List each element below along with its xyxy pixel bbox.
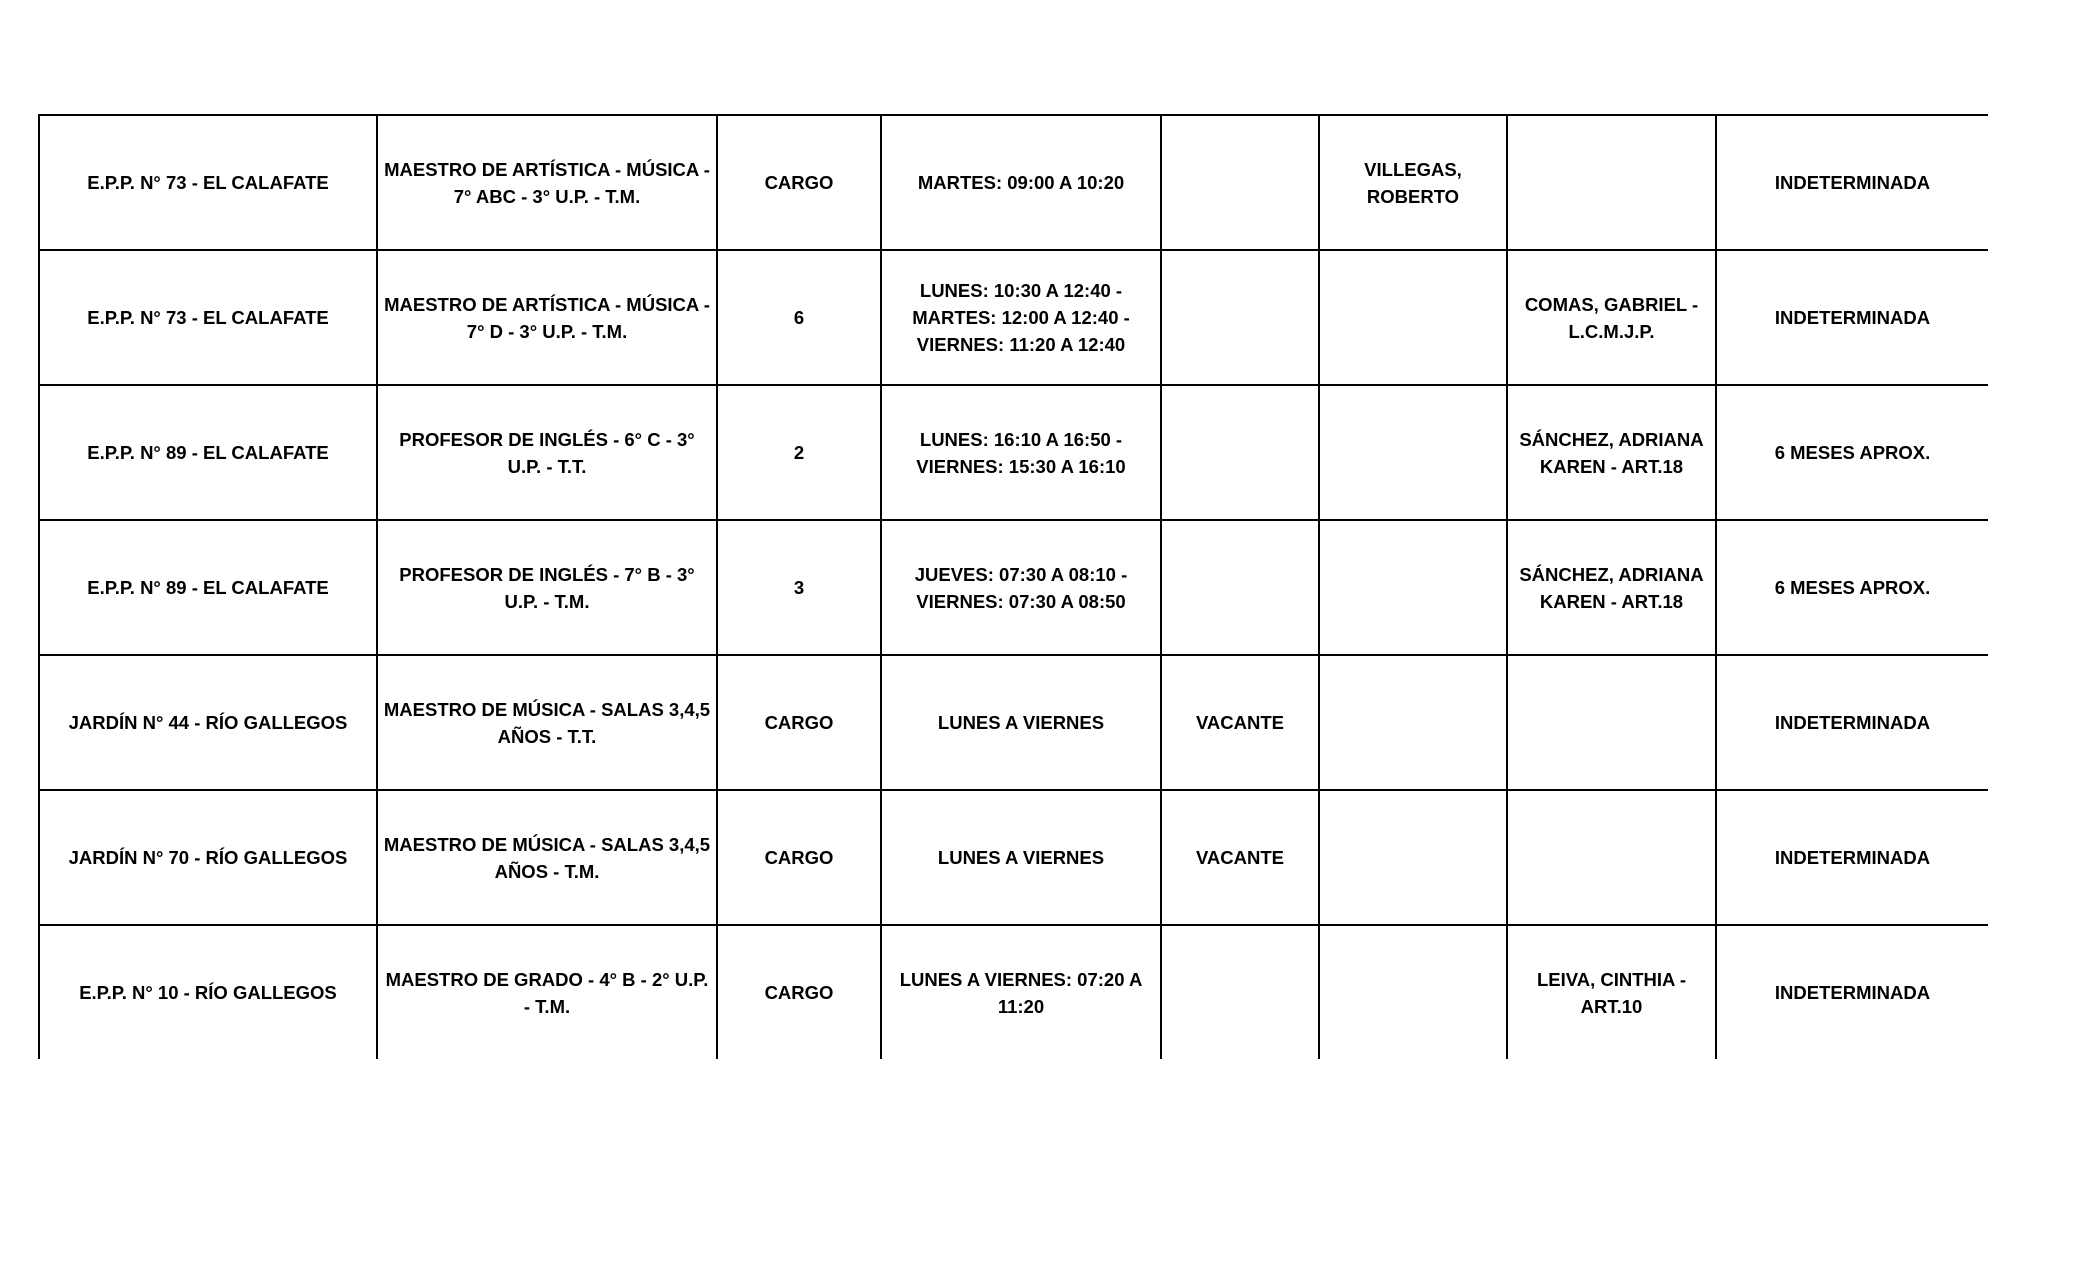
schedule-cell: JUEVES: 07:30 A 08:10 - VIERNES: 07:30 A 08:50 [881,520,1161,655]
table-row [39,115,1988,250]
table-row [39,925,1988,1059]
status-cell [1161,250,1319,385]
schedule-cell: LUNES A VIERNES [881,790,1161,925]
duration-cell: INDETERMINADA [1716,925,1988,1059]
status-cell [1161,385,1319,520]
hours-cell: 2 [717,385,881,520]
duration-cell: 6 MESES APROX. [1716,520,1988,655]
school-cell: JARDÍN N° 70 - RÍO GALLEGOS [39,790,377,925]
holder-cell [1319,385,1507,520]
holder-cell: VILLEGAS, ROBERTO [1319,115,1507,250]
duration-cell: INDETERMINADA [1716,790,1988,925]
replacement-cell: SÁNCHEZ, ADRIANA KAREN - ART.18 [1507,520,1716,655]
position-cell: MAESTRO DE GRADO - 4° B - 2° U.P. - T.M. [377,925,717,1059]
hours-cell: CARGO [717,925,881,1059]
schedule-cell: LUNES: 16:10 A 16:50 - VIERNES: 15:30 A 16:10 [881,385,1161,520]
replacement-cell [1507,115,1716,250]
schedule-cell: LUNES A VIERNES: 07:20 A 11:20 [881,925,1161,1059]
document-sheet [38,114,1988,1074]
schedule-cell: MARTES: 09:00 A 10:20 [881,115,1161,250]
table-row [39,655,1988,790]
position-cell: PROFESOR DE INGLÉS - 7° B - 3° U.P. - T.M. [377,520,717,655]
hours-cell: 3 [717,520,881,655]
holder-cell [1319,790,1507,925]
school-cell: E.P.P. N° 73 - EL CALAFATE [39,250,377,385]
holder-cell [1319,925,1507,1059]
duration-cell: INDETERMINADA [1716,250,1988,385]
replacement-cell [1507,655,1716,790]
position-cell: MAESTRO DE ARTÍSTICA - MÚSICA - 7° ABC - 3° U.P. - T.M. [377,115,717,250]
table-row [39,385,1988,520]
hours-cell: CARGO [717,655,881,790]
hours-cell: 6 [717,250,881,385]
status-cell: VACANTE [1161,790,1319,925]
replacement-cell [1507,790,1716,925]
status-cell [1161,115,1319,250]
schedule-cell: LUNES A VIERNES [881,655,1161,790]
table-row [39,520,1988,655]
duration-cell: INDETERMINADA [1716,655,1988,790]
table-row [39,790,1988,925]
holder-cell [1319,520,1507,655]
status-cell: VACANTE [1161,655,1319,790]
replacement-cell: LEIVA, CINTHIA - ART.10 [1507,925,1716,1059]
position-cell: MAESTRO DE ARTÍSTICA - MÚSICA - 7° D - 3° U.P. - T.M. [377,250,717,385]
table-row [39,250,1988,385]
hours-cell: CARGO [717,790,881,925]
duration-cell: 6 MESES APROX. [1716,385,1988,520]
replacement-cell: SÁNCHEZ, ADRIANA KAREN - ART.18 [1507,385,1716,520]
vacancies-table [38,114,1988,1059]
holder-cell [1319,250,1507,385]
school-cell: E.P.P. N° 89 - EL CALAFATE [39,520,377,655]
schedule-cell: LUNES: 10:30 A 12:40 - MARTES: 12:00 A 12:40 - VIERNES: 11:20 A 12:40 [881,250,1161,385]
status-cell [1161,925,1319,1059]
school-cell: E.P.P. N° 10 - RÍO GALLEGOS [39,925,377,1059]
school-cell: JARDÍN N° 44 - RÍO GALLEGOS [39,655,377,790]
position-cell: MAESTRO DE MÚSICA - SALAS 3,4,5 AÑOS - T.M. [377,790,717,925]
hours-cell: CARGO [717,115,881,250]
status-cell [1161,520,1319,655]
duration-cell: INDETERMINADA [1716,115,1988,250]
school-cell: E.P.P. N° 73 - EL CALAFATE [39,115,377,250]
replacement-cell: COMAS, GABRIEL - L.C.M.J.P. [1507,250,1716,385]
position-cell: MAESTRO DE MÚSICA - SALAS 3,4,5 AÑOS - T.T. [377,655,717,790]
holder-cell [1319,655,1507,790]
position-cell: PROFESOR DE INGLÉS - 6° C - 3° U.P. - T.T. [377,385,717,520]
school-cell: E.P.P. N° 89 - EL CALAFATE [39,385,377,520]
